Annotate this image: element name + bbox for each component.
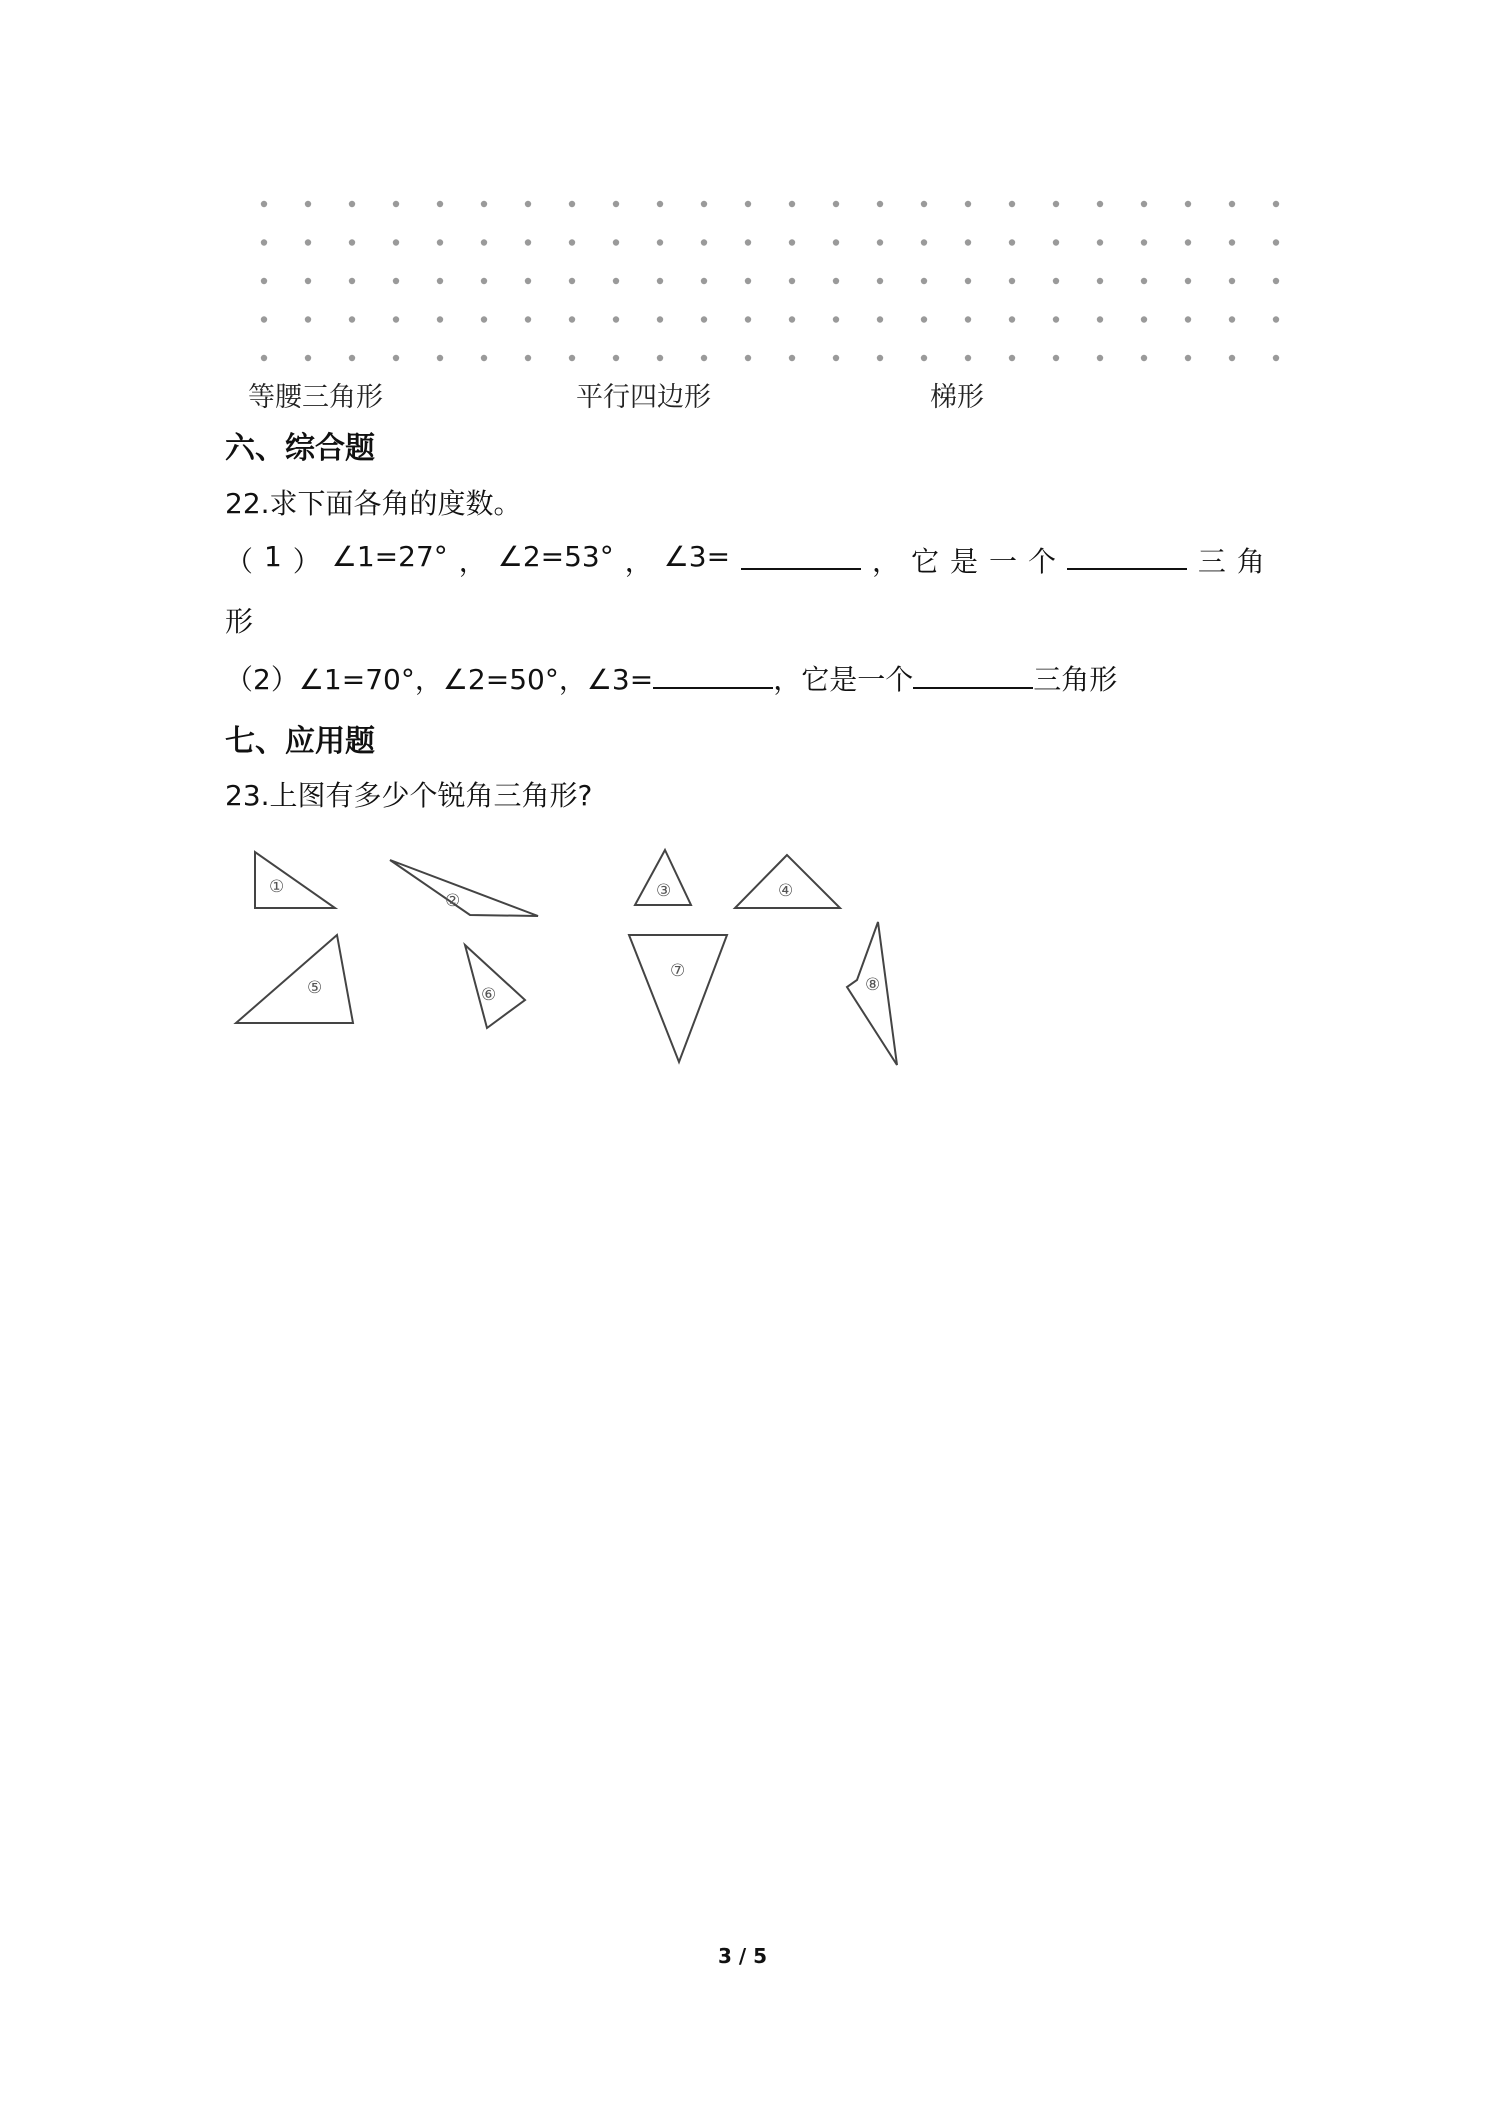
grid-dot <box>1141 355 1147 361</box>
grid-dot <box>1009 316 1015 322</box>
answer-blank-angle3-part2[interactable] <box>653 659 773 689</box>
grid-dot <box>1097 316 1103 322</box>
grid-dot <box>1273 239 1279 245</box>
dot-grid <box>250 196 1290 366</box>
grid-dot <box>877 278 883 284</box>
grid-dot <box>833 316 839 322</box>
grid-dot <box>1053 355 1059 361</box>
part1-token: ∠3= <box>663 540 731 573</box>
grid-dot <box>833 355 839 361</box>
grid-dot <box>569 355 575 361</box>
grid-dot <box>965 278 971 284</box>
triangle-label-8: ⑧ <box>865 975 881 995</box>
grid-dot <box>701 355 707 361</box>
grid-dot <box>393 239 399 245</box>
grid-dot <box>1229 201 1235 207</box>
grid-dot <box>877 316 883 322</box>
grid-dot <box>393 316 399 322</box>
grid-dot <box>613 278 619 284</box>
grid-dot <box>481 355 487 361</box>
triangle-5 <box>236 935 353 1023</box>
grid-dot <box>1097 201 1103 207</box>
grid-dot <box>525 201 531 207</box>
grid-dot <box>1141 239 1147 245</box>
grid-dot <box>657 201 663 207</box>
grid-dot <box>1185 239 1191 245</box>
part1-token: 三 <box>1197 545 1226 578</box>
grid-dot <box>701 316 707 322</box>
label-parallelogram: 平行四边形 <box>576 382 711 413</box>
triangle-1 <box>255 852 335 908</box>
grid-dot <box>701 278 707 284</box>
part1-token: ） <box>292 545 321 578</box>
grid-dot <box>1273 201 1279 207</box>
grid-dot <box>745 201 751 207</box>
grid-dot <box>393 355 399 361</box>
triangle-label-2: ② <box>445 891 461 911</box>
triangle-7 <box>629 935 727 1062</box>
grid-dot <box>1009 201 1015 207</box>
part1-token: 它 <box>911 545 940 578</box>
grid-dot <box>613 316 619 322</box>
grid-dot <box>305 355 311 361</box>
section-title-application: 七、应用题 <box>225 724 375 759</box>
grid-dot <box>613 201 619 207</box>
grid-dot <box>437 201 443 207</box>
grid-dot <box>1185 355 1191 361</box>
grid-dot <box>745 316 751 322</box>
grid-dot <box>877 201 883 207</box>
triangle-label-3: ③ <box>656 881 672 901</box>
grid-dot <box>1141 278 1147 284</box>
triangles-figure <box>225 840 945 1080</box>
part1-token: ∠1=27° <box>331 540 448 573</box>
grid-dot <box>393 278 399 284</box>
grid-dot <box>789 239 795 245</box>
grid-dot <box>437 355 443 361</box>
grid-dot <box>349 316 355 322</box>
triangle-2 <box>390 860 538 916</box>
grid-dot <box>1229 355 1235 361</box>
grid-dot <box>1053 278 1059 284</box>
grid-dot <box>349 239 355 245</box>
grid-dot <box>261 201 267 207</box>
grid-dot <box>833 278 839 284</box>
grid-dot <box>481 239 487 245</box>
question-23-stem: 23.上图有多少个锐角三角形? <box>225 779 593 812</box>
grid-dot <box>1185 278 1191 284</box>
answer-blank-triangle-type-part1[interactable] <box>1067 540 1187 570</box>
grid-dot <box>437 278 443 284</box>
grid-dot <box>657 316 663 322</box>
grid-dot <box>1009 239 1015 245</box>
triangle-label-4: ④ <box>778 881 794 901</box>
grid-dot <box>877 355 883 361</box>
grid-dot <box>481 201 487 207</box>
grid-dot <box>261 355 267 361</box>
grid-dot <box>437 316 443 322</box>
grid-dot <box>1097 355 1103 361</box>
grid-dot <box>481 278 487 284</box>
part1-token: 个 <box>1027 545 1056 578</box>
grid-dot <box>1229 239 1235 245</box>
grid-dot <box>745 278 751 284</box>
grid-dot <box>965 316 971 322</box>
grid-dot <box>1185 316 1191 322</box>
grid-dot <box>745 239 751 245</box>
part2-text-c: 三角形 <box>1033 663 1118 696</box>
grid-dot <box>1097 239 1103 245</box>
grid-dot <box>1053 316 1059 322</box>
grid-dot <box>261 278 267 284</box>
grid-dot <box>481 316 487 322</box>
part1-token: 是 <box>950 545 979 578</box>
grid-dot <box>701 239 707 245</box>
grid-dot <box>613 355 619 361</box>
triangle-label-6: ⑥ <box>481 985 497 1005</box>
grid-dot <box>261 316 267 322</box>
grid-dot <box>921 278 927 284</box>
grid-dot <box>305 201 311 207</box>
question-22-part2 <box>225 658 1117 698</box>
grid-dot <box>1185 201 1191 207</box>
grid-dot <box>877 239 883 245</box>
grid-dot <box>349 201 355 207</box>
grid-dot <box>657 239 663 245</box>
grid-dot <box>349 355 355 361</box>
part1-token: 一 <box>988 545 1017 578</box>
grid-dot <box>921 355 927 361</box>
grid-dot <box>965 201 971 207</box>
grid-dot <box>525 316 531 322</box>
grid-dot <box>833 201 839 207</box>
section-title-comprehensive: 六、综合题 <box>225 431 375 466</box>
grid-dot <box>789 355 795 361</box>
grid-dot <box>1053 201 1059 207</box>
part2-text-a: （2）∠1=70°，∠2=50°，∠3= <box>225 663 654 696</box>
grid-dot <box>701 201 707 207</box>
grid-dot <box>921 239 927 245</box>
grid-dot <box>657 355 663 361</box>
grid-dot <box>1097 278 1103 284</box>
part1-token: ， <box>872 545 901 578</box>
grid-dot <box>349 278 355 284</box>
triangle-label-7: ⑦ <box>670 961 686 981</box>
label-isosceles-triangle: 等腰三角形 <box>248 382 383 413</box>
grid-dot <box>1273 355 1279 361</box>
triangle-label-5: ⑤ <box>307 978 323 998</box>
grid-dot <box>1229 278 1235 284</box>
grid-dot <box>1009 278 1015 284</box>
grid-dot <box>789 316 795 322</box>
grid-dot <box>305 316 311 322</box>
grid-dot <box>789 201 795 207</box>
grid-dot <box>789 278 795 284</box>
grid-dot <box>569 316 575 322</box>
part2-text-b: ，它是一个 <box>773 663 914 696</box>
answer-blank-angle3-part1[interactable] <box>741 540 861 570</box>
grid-dot <box>1273 316 1279 322</box>
part1-token: ， <box>458 545 487 578</box>
part1-token: （ <box>225 545 254 578</box>
grid-dot <box>921 316 927 322</box>
answer-blank-triangle-type-part2[interactable] <box>913 659 1033 689</box>
question-22-part1-wrap: 形 <box>225 605 254 638</box>
grid-dot <box>525 278 531 284</box>
grid-dot <box>965 239 971 245</box>
page-number: 3 / 5 <box>718 1944 768 1968</box>
grid-dot <box>261 239 267 245</box>
grid-dot <box>921 201 927 207</box>
grid-dot <box>1009 355 1015 361</box>
grid-dot <box>1141 201 1147 207</box>
grid-dot <box>305 278 311 284</box>
grid-dot <box>569 201 575 207</box>
grid-dot <box>1053 239 1059 245</box>
grid-dot <box>569 239 575 245</box>
question-22-part1 <box>225 540 1265 580</box>
grid-dot <box>965 355 971 361</box>
part1-token: 1 <box>263 540 282 573</box>
grid-dot <box>525 239 531 245</box>
label-trapezoid: 梯形 <box>930 382 984 413</box>
grid-dot <box>613 239 619 245</box>
grid-dot <box>305 239 311 245</box>
grid-dot <box>393 201 399 207</box>
grid-dot <box>569 278 575 284</box>
part1-token: ， <box>624 545 653 578</box>
grid-dot <box>525 355 531 361</box>
question-22-stem: 22.求下面各角的度数。 <box>225 487 522 520</box>
grid-dot <box>657 278 663 284</box>
grid-dot <box>437 239 443 245</box>
grid-dot <box>833 239 839 245</box>
grid-dot <box>745 355 751 361</box>
part1-token: ∠2=53° <box>497 540 614 573</box>
grid-dot <box>1273 278 1279 284</box>
grid-dot <box>1141 316 1147 322</box>
part1-token: 角 <box>1236 545 1265 578</box>
grid-dot <box>1229 316 1235 322</box>
triangle-label-1: ① <box>269 877 285 897</box>
